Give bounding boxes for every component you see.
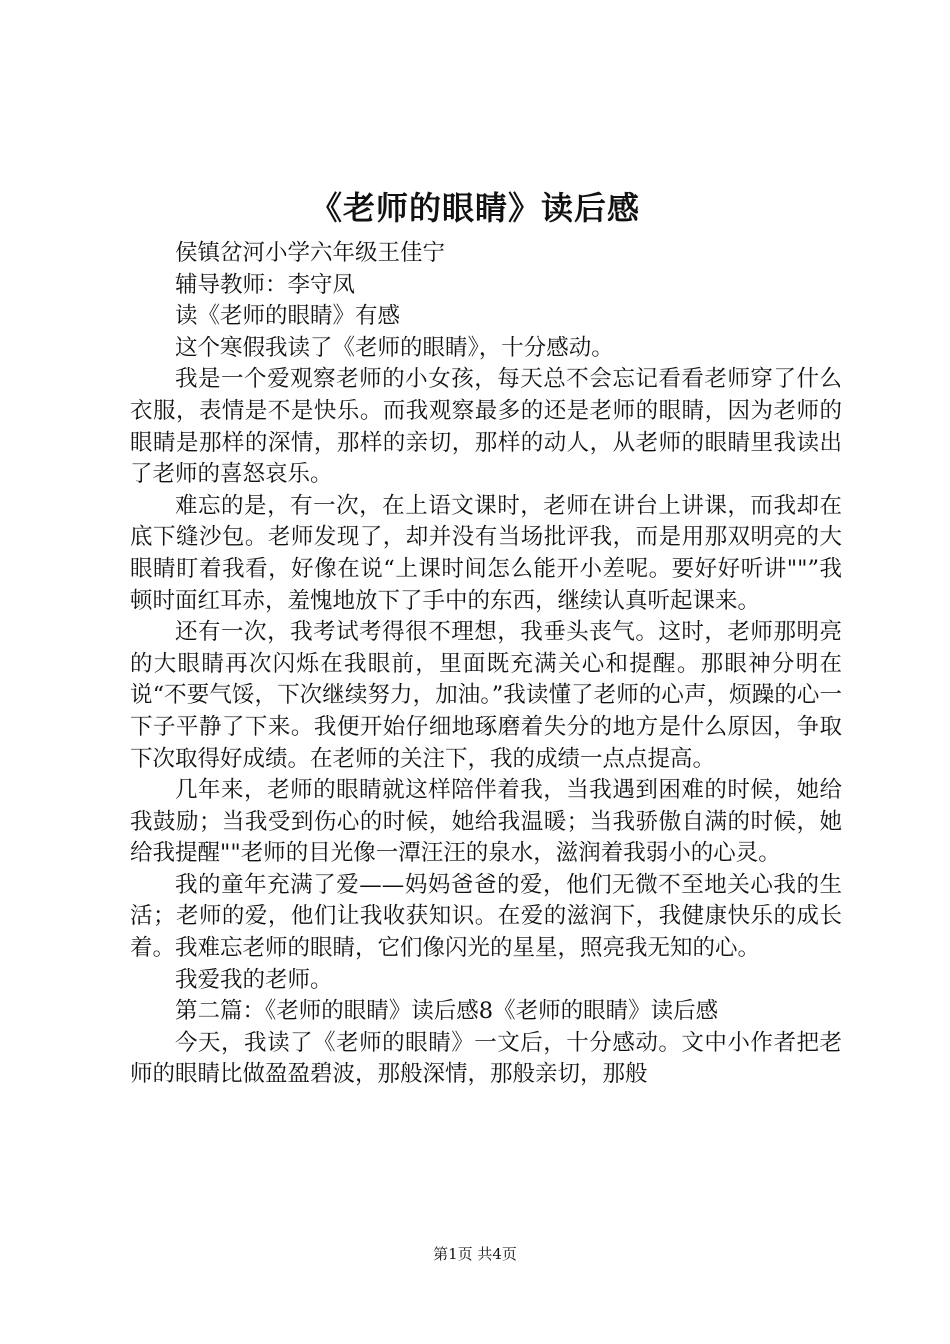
body-paragraph: 我的童年充满了爱——妈妈爸爸的爱，他们无微不至地关心我的生活；老师的爱，他们让我收获知识。在爱的滋润下，我健康快乐的成长着。我难忘老师的眼睛，它们像闪光的星星，照亮我无知的心。 <box>130 871 842 962</box>
document-body <box>130 238 842 1091</box>
document-title: 《老师的眼睛》读后感 <box>309 189 640 227</box>
body-paragraph: 几年来，老师的眼睛就这样陪伴着我，当我遇到困难的时候，她给我鼓励；当我受到伤心的时候，她给我温暖；当我骄傲自满的时候，她给我提醒""老师的目光像一潭汪汪的泉水，滋润着我弱小的心灵。 <box>130 777 842 867</box>
body-paragraph: 今天，我读了《老师的眼睛》一文后，十分感动。文中小作者把老师的眼睛比做盈盈碧波，那般深情，那般亲切，那般 <box>130 1029 842 1088</box>
author-line: 侯镇岔河小学六年级王佳宁 <box>175 240 446 266</box>
page-footer: 第1页 共4页 <box>433 1245 517 1263</box>
body-paragraph: 我是一个爱观察老师的小女孩，每天总不会忘记看看老师穿了什么衣服，表情是不是快乐。而我观察最多的还是老师的眼睛，因为老师的眼睛是那样的深情，那样的亲切，那样的动人，从老师的眼睛里我读出了老师的喜怒哀乐。 <box>130 366 842 488</box>
body-paragraph: 我爱我的老师。 <box>175 966 333 993</box>
section-heading: 第二篇：《老师的眼睛》读后感8《老师的眼睛》读后感 <box>175 998 719 1025</box>
body-paragraph: 难忘的是，有一次，在上语文课时，老师在讲台上讲课，而我却在底下缝沙包。老师发现了，却并没有当场批评我，而是用那双明亮的大眼睛盯着我看，好像在说“上课时间怎么能开小差呢。要好好听讲""”我顿时面红耳赤，羞愧地放下了手中的东西，继续认真听起课来。 <box>130 492 842 614</box>
teacher-line: 辅导教师：李守凤 <box>175 271 356 298</box>
body-paragraph: 还有一次，我考试考得很不理想，我垂头丧气。这时，老师那明亮的大眼睛再次闪烁在我眼前，里面既充满关心和提醒。那眼神分明在说“不要气馁，下次继续努力，加油。”我读懂了老师的心声，烦躁的心一下子平静了下来。我便开始仔细地琢磨着失分的地方是什么原因，争取下次取得好成绩。在老师的关注下，我的成绩一点点提高。 <box>130 619 842 772</box>
subtitle-line: 读《老师的眼睛》有感 <box>175 303 401 330</box>
body-paragraph: 这个寒假我读了《老师的眼睛》，十分感动。 <box>175 334 614 361</box>
